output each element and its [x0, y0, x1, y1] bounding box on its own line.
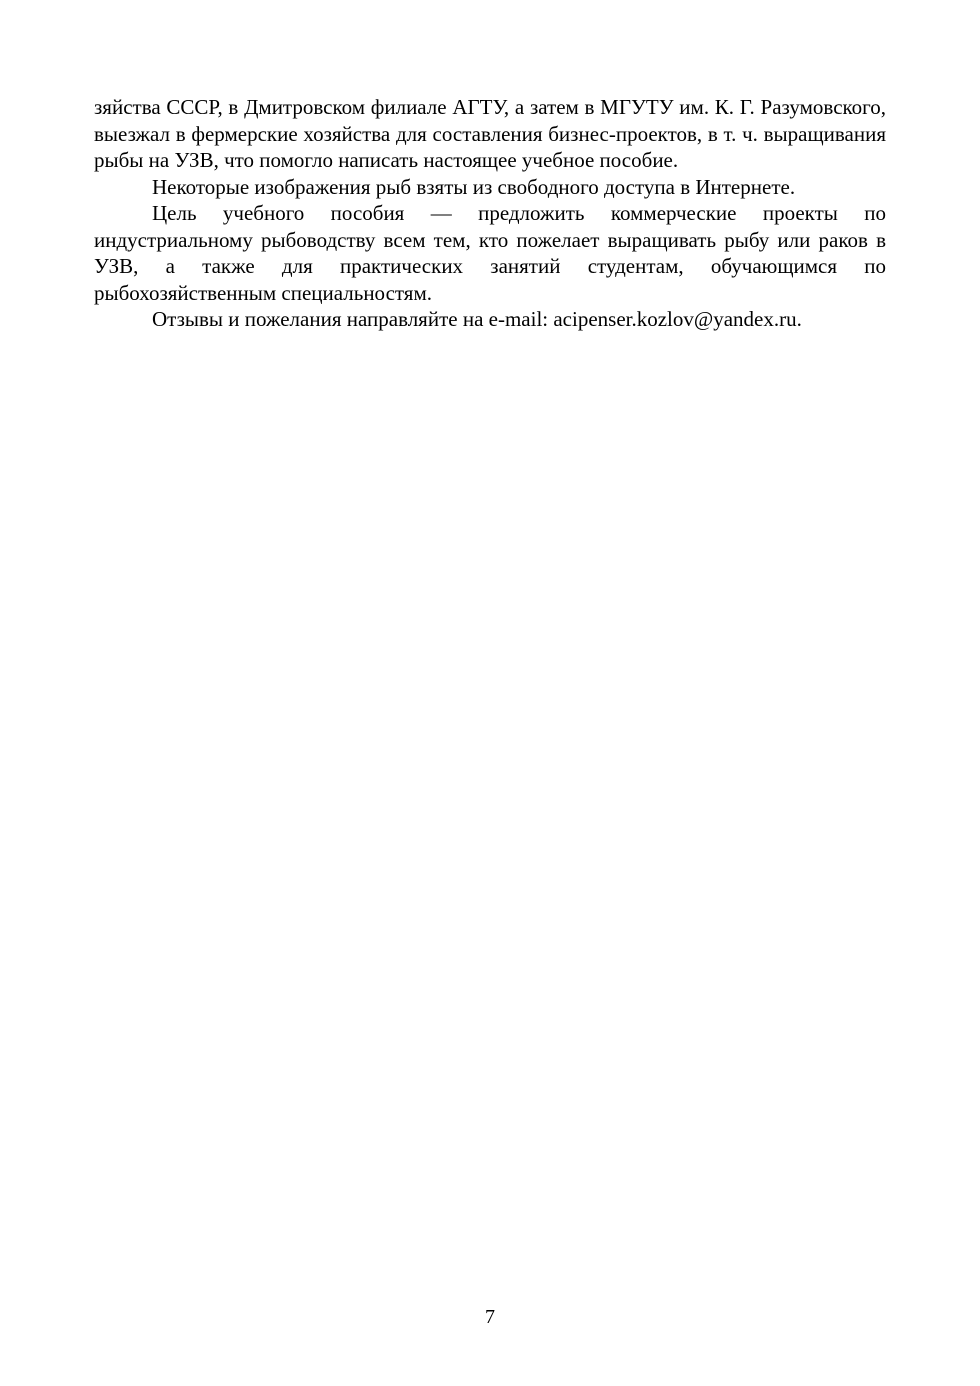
page-number: 7	[485, 1306, 495, 1328]
paragraph-images-source: Некоторые изображения рыб взяты из свободного доступа в Интернете.	[152, 174, 796, 199]
paragraph-purpose: Цель учебного пособия — предложить коммерческие проекты по индустриальному рыбоводству всем тем, кто пожелает выращивать рыбу или раков в УЗВ, а также для практических занятий студентам, обучающимся по рыбохозяйственным специальностям.	[94, 201, 886, 305]
paragraph-continuation: зяйства СССР, в Дмитровском филиале АГТУ, а затем в МГУТУ им. К. Г. Разумовского, выезжал в фермерские хозяйства для составления бизнес-проектов, в т. ч. выращивания рыбы на УЗВ, что помогло написать настоящее учебное пособие.	[94, 95, 886, 172]
page-body	[94, 94, 886, 333]
paragraph-feedback-email: Отзывы и пожелания направляйте на e-mail: acipenser.kozlov@yandex.ru.	[152, 307, 802, 331]
